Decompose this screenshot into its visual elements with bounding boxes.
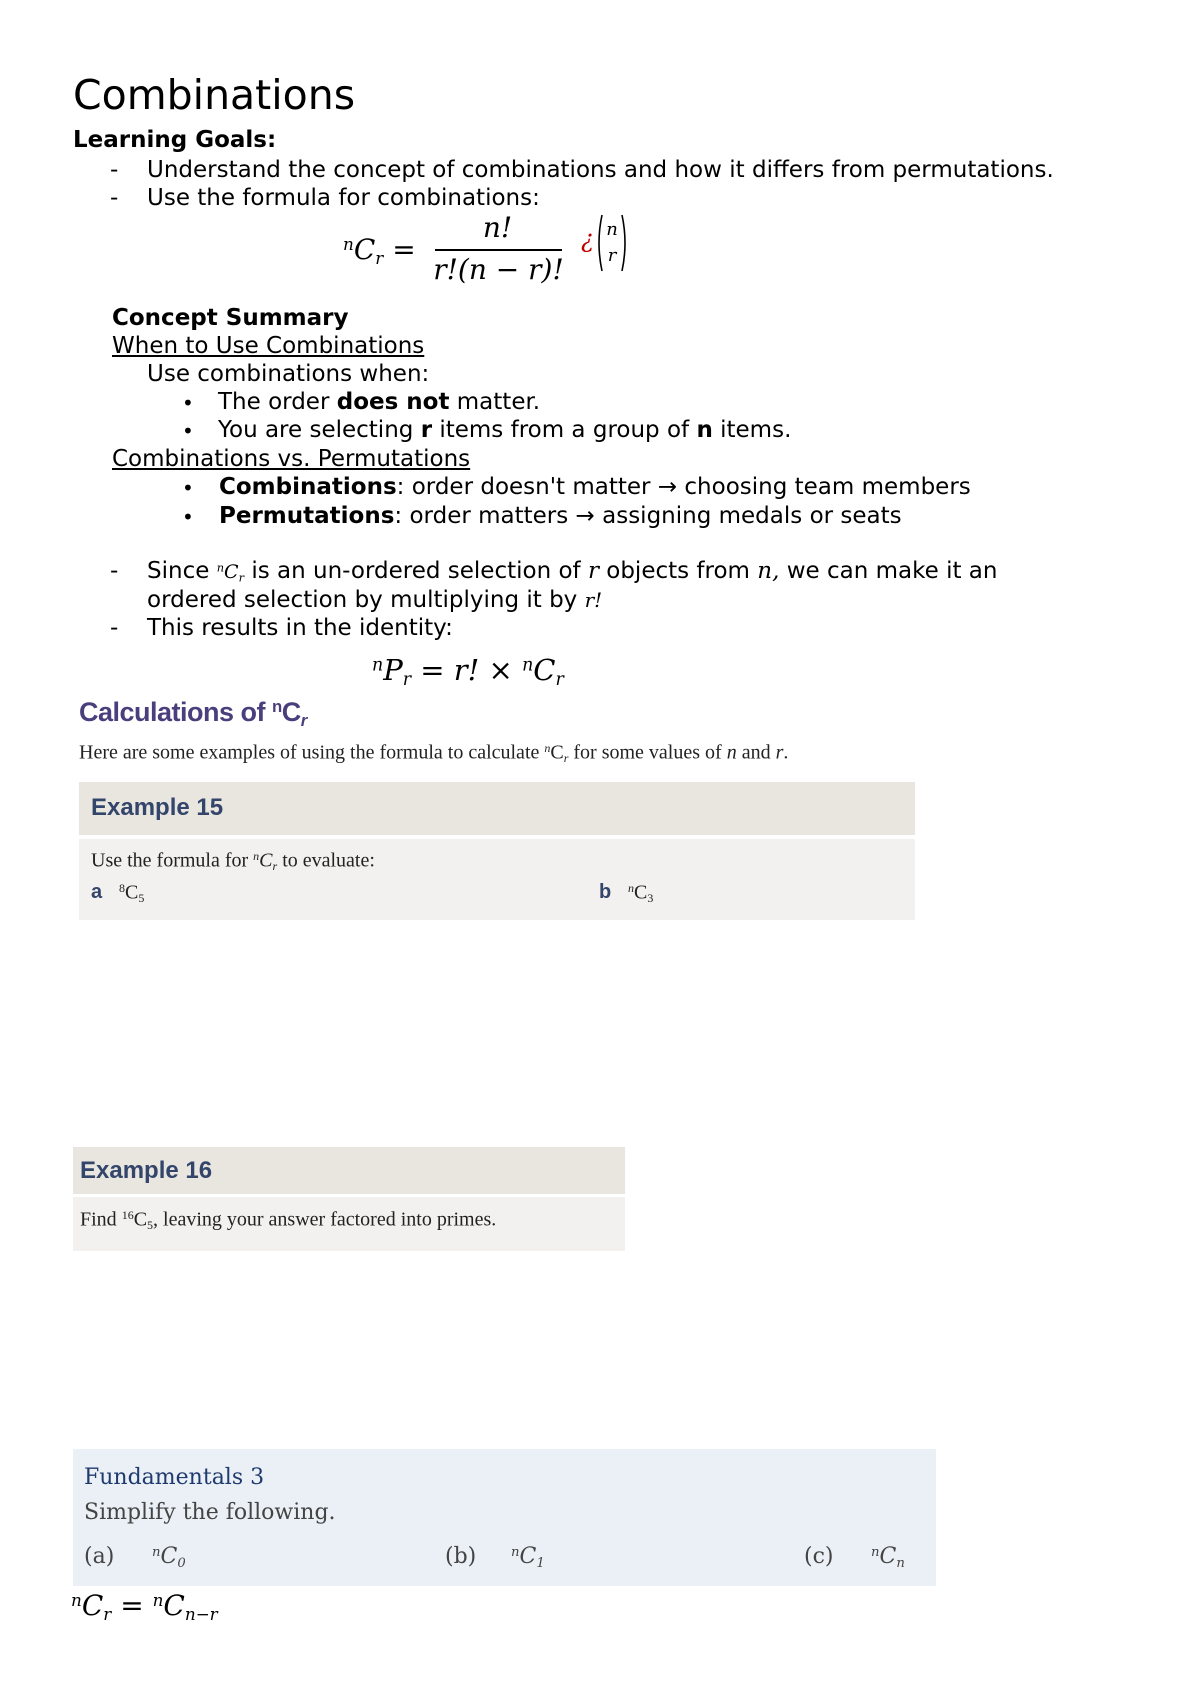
- fundamentals-3-title: Fundamentals 3: [84, 1465, 265, 1490]
- binomial-notation: [595, 213, 625, 273]
- vs-bullet-combinations: • Combinations: order doesn't matter → choosing team members: [182, 474, 971, 500]
- symmetry-identity: $^nC_r = ^nC_{n-r}$: [71, 1589, 218, 1625]
- part-b-expression: $^n$C3: [628, 881, 654, 906]
- bullet-marker: •: [182, 476, 194, 500]
- svg-text:r: r: [607, 245, 617, 266]
- goal-item-text: Understand the concept of combinations and how it differs from permutations.: [147, 157, 1054, 183]
- example-15-header: [79, 782, 915, 835]
- part-b-expression: $^nC_1$: [511, 1544, 545, 1571]
- learning-goals-label: Learning Goals:: [73, 127, 277, 153]
- formula-mark: ¿: [581, 225, 594, 253]
- fraction-bar: [435, 249, 562, 251]
- vs-bullet-permutations: • Permutations: order matters → assigning medals or seats: [182, 503, 902, 529]
- example-15-instruction: Use the formula for $^n$Cr to evaluate:: [91, 849, 375, 874]
- formula-numerator: n!: [482, 211, 513, 244]
- combination-formula: [343, 211, 643, 286]
- dash-marker: -: [110, 615, 119, 641]
- part-a-expression: $^8$C5: [119, 881, 145, 906]
- identity-item-1-cont: ordered selection by multiplying it by r!: [147, 587, 603, 613]
- when-heading: When to Use Combinations: [112, 333, 425, 359]
- part-c-label: (c): [804, 1544, 834, 1569]
- goal-item: [110, 185, 1160, 213]
- identity-item-1: - Since $^nC_r$ is an un-ordered selection of r objects from n, we can make it an: [110, 558, 998, 585]
- identity-item-2: - This results in the identity:: [110, 615, 453, 641]
- part-a-label: a: [91, 881, 103, 903]
- calculations-intro: Here are some examples of using the formula to calculate $^n$Cr for some values of n and r.: [79, 741, 789, 766]
- when-bullet-1: • The order does not matter.: [182, 389, 541, 415]
- when-bullet-2: • You are selecting r items from a group of n items.: [182, 417, 792, 443]
- part-a-label: (a): [84, 1544, 115, 1569]
- dash-marker: -: [110, 185, 119, 211]
- example-16-body: [73, 1197, 625, 1251]
- example-16-title: Example 16: [80, 1157, 213, 1184]
- svg-text:n: n: [606, 219, 618, 240]
- ncr-symbol: $^nC_r$: [216, 560, 245, 585]
- calculations-heading: Calculations of $^n$Cr: [79, 697, 307, 731]
- bullet-marker: •: [182, 419, 194, 443]
- part-a-expression: $^nC_0$: [152, 1544, 186, 1571]
- dash-marker: -: [110, 558, 119, 584]
- formula-lhs: $^nC_r$ =: [343, 233, 416, 269]
- dash-marker: -: [110, 157, 119, 183]
- goal-item: [110, 157, 1160, 185]
- bullet-marker: •: [182, 391, 194, 415]
- vs-heading: Combinations vs. Permutations: [112, 446, 471, 472]
- example-16-header: [73, 1147, 625, 1194]
- concept-summary-heading: Concept Summary: [112, 305, 349, 331]
- formula-denominator: r!(n − r)!: [433, 253, 564, 286]
- fundamentals-3-instruction: Simplify the following.: [84, 1500, 336, 1525]
- part-c-expression: $^nC_n$: [871, 1544, 905, 1571]
- example-15-title: Example 15: [91, 794, 224, 821]
- example-16-text: Find $^{16}$C5, leaving your answer factored into primes.: [80, 1208, 497, 1233]
- example-15-body: [79, 839, 915, 920]
- bullet-marker: •: [182, 505, 194, 529]
- part-b-label: b: [599, 881, 612, 903]
- page-title: Combinations: [73, 71, 356, 119]
- fundamentals-3-box: [73, 1449, 936, 1586]
- goal-item-text: Use the formula for combinations:: [147, 185, 540, 211]
- identity-formula: $^nP_r = r$! × $^nC_r$: [372, 653, 564, 691]
- when-intro: Use combinations when:: [147, 361, 430, 387]
- part-b-label: (b): [445, 1544, 477, 1569]
